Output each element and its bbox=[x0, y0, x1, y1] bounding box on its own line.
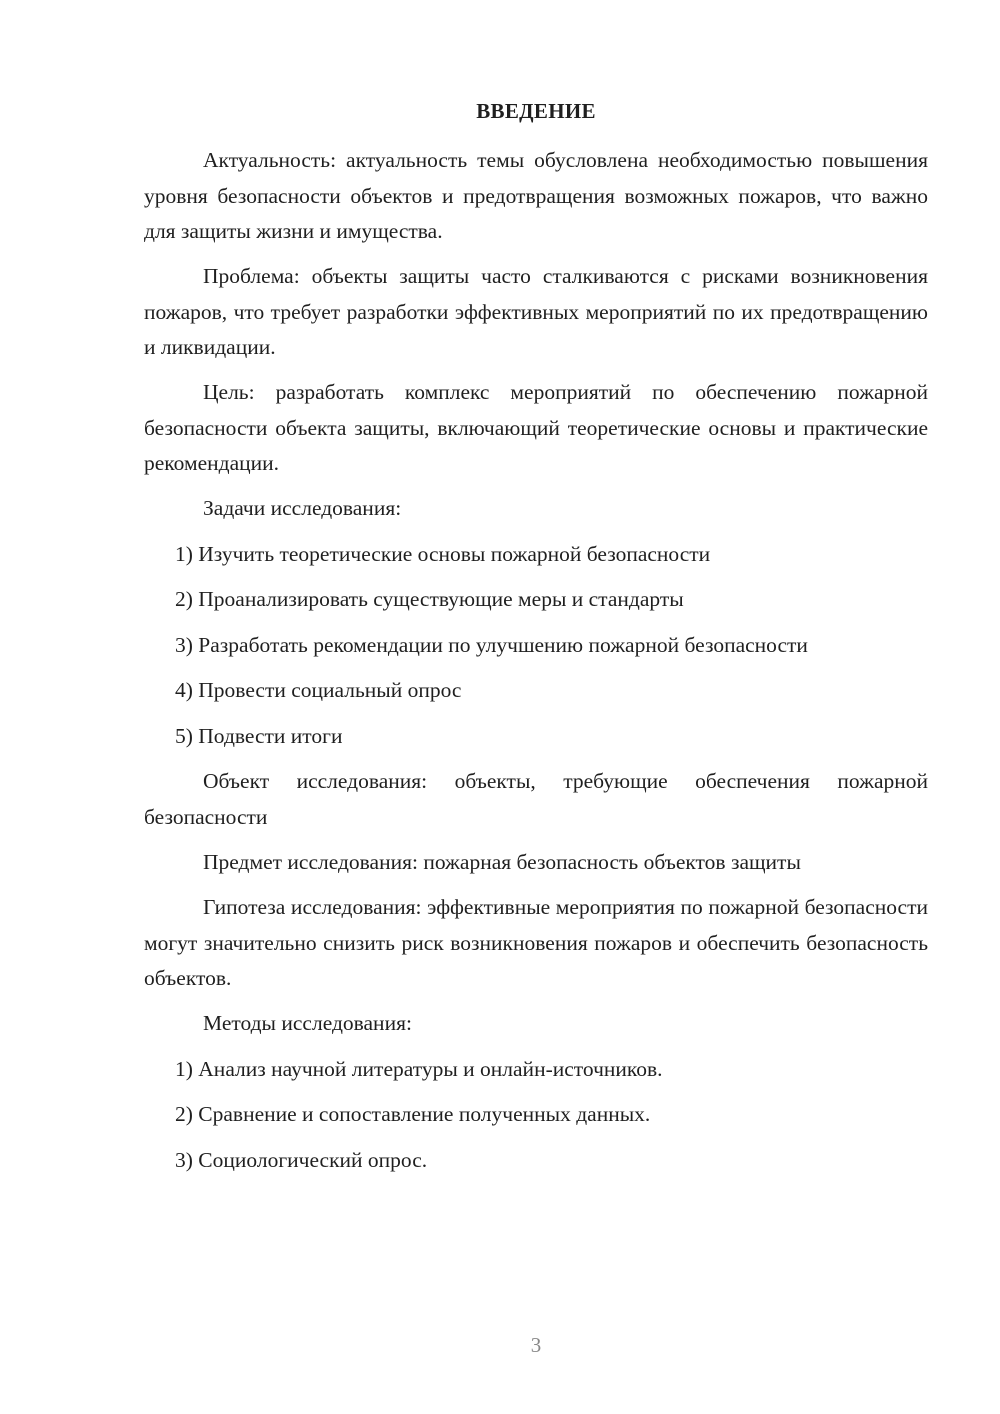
problem-paragraph: Проблема: объекты защиты часто сталкиваются с рисками возникновения пожаров, что требует разработки эффективных мероприятий по их предотвращению и ликвидации. bbox=[144, 264, 928, 359]
tasks-heading: Задачи исследования: bbox=[203, 496, 402, 520]
list-item: 4) Провести социальный опрос bbox=[175, 678, 462, 702]
methods-list bbox=[144, 1052, 928, 1179]
list-item: 2) Сравнение и сопоставление полученных данных. bbox=[175, 1102, 651, 1126]
hypothesis-paragraph: Гипотеза исследования: эффективные мероприятия по пожарной безопасности могут значительно снизить риск возникновения пожаров и обеспечить безопасность объектов. bbox=[144, 895, 928, 990]
subject-paragraph: Предмет исследования: пожарная безопасность объектов защиты bbox=[203, 849, 801, 874]
object-paragraph: Объект исследования: объекты, требующие обеспечения пожарной безопасности bbox=[144, 769, 928, 829]
tasks-list bbox=[144, 537, 928, 755]
goal-paragraph: Цель: разработать комплекс мероприятий по обеспечению пожарной безопасности объекта защиты, включающий теоретические основы и практические рекомендации. bbox=[144, 380, 928, 475]
list-item: 3) Социологический опрос. bbox=[175, 1147, 428, 1172]
list-item: 3) Разработать рекомендации по улучшению пожарной безопасности bbox=[175, 632, 808, 657]
methods-heading: Методы исследования: bbox=[203, 1011, 412, 1035]
list-item: 5) Подвести итоги bbox=[175, 723, 343, 748]
document-body bbox=[144, 143, 928, 1188]
page-title: ВВЕДЕНИЕ bbox=[476, 99, 596, 123]
relevance-paragraph: Актуальность: актуальность темы обусловлена необходимостью повышения уровня безопасности объектов и предотвращения возможных пожаров, что важно для защиты жизни и имущества. bbox=[144, 148, 928, 243]
list-item: 1) Анализ научной литературы и онлайн-источников. bbox=[175, 1056, 663, 1081]
list-item: 2) Проанализировать существующие меры и стандарты bbox=[175, 587, 684, 611]
page-number: 3 bbox=[530, 1333, 542, 1357]
list-item: 1) Изучить теоретические основы пожарной безопасности bbox=[175, 541, 711, 566]
